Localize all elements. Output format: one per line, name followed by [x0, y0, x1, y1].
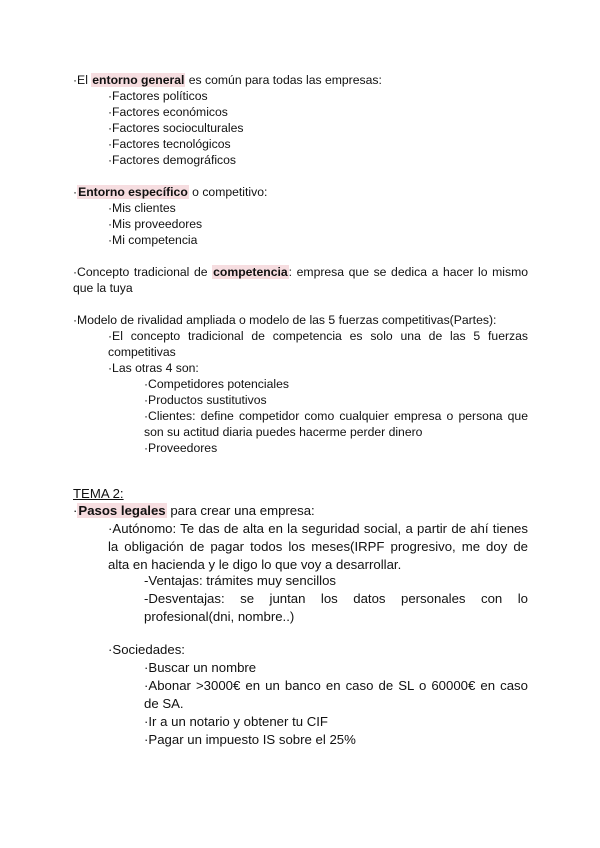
entorno-especifico-line: ·Entorno específico o competitivo: [73, 185, 268, 199]
highlight-competencia: competencia [213, 265, 288, 279]
sociedades-line: ·Sociedades: [108, 642, 185, 657]
list-item: ·Factores tecnológicos [108, 137, 231, 151]
competencia-paragraph: ·Concepto tradicional de competencia: empresa que se dedica a hacer lo mismo que la tuya [73, 265, 528, 295]
tema-heading: TEMA 2: [73, 486, 124, 501]
highlight-pasos-legales: Pasos legales [78, 503, 166, 518]
modelo-rivalidad-line: ·Modelo de rivalidad ampliada o modelo de las 5 fuerzas competitivas(Partes): [73, 313, 497, 327]
sub-list-item: ·Proveedores [144, 441, 218, 455]
ventajas-line: -Ventajas: trámites muy sencillos [144, 573, 337, 588]
pasos-legales-line: ·Pasos legales para crear una empresa: [73, 503, 315, 518]
sub-list-item: ·Pagar un impuesto IS sobre el 25% [144, 732, 356, 747]
sub-list-item: ·Productos sustitutivos [144, 393, 267, 407]
list-item: ·Mis proveedores [108, 217, 203, 231]
sub-list-item: ·Ir a un notario y obtener tu CIF [144, 714, 328, 729]
list-item: ·Mis clientes [108, 201, 176, 215]
list-item: ·Las otras 4 son: [108, 361, 199, 375]
list-item: ·Factores económicos [108, 105, 228, 119]
list-item: ·Factores políticos [108, 89, 208, 103]
highlight-entorno-especifico: Entorno específico [78, 185, 188, 199]
list-item: ·El concepto tradicional de competencia es solo una de las 5 fuerzas competitivas [108, 329, 528, 359]
list-item: ·Factores socioculturales [108, 121, 244, 135]
list-item: ·Factores demográficos [108, 153, 237, 167]
highlight-entorno-general: entorno general [92, 73, 185, 87]
entorno-general-line: ·El entorno general es común para todas las empresas: [73, 73, 382, 87]
sub-list-item: ·Abonar >3000€ en un banco en caso de SL o 60000€ en caso de SA. [144, 678, 528, 711]
autonomo-paragraph: ·Autónomo: Te das de alta en la seguridad social, a partir de ahí tienes la obligación de pagar todos los meses(IRPF progresivo, me doy de alta en hacienda y le digo lo que voy a desarrollar. [108, 521, 528, 572]
sub-list-item: ·Competidores potenciales [144, 377, 289, 391]
sub-list-item: ·Buscar un nombre [144, 660, 257, 675]
desventajas-line: -Desventajas: se juntan los datos personales con lo profesional(dni, nombre..) [144, 591, 528, 624]
list-item: ·Mi competencia [108, 233, 198, 247]
sub-list-item: ·Clientes: define competidor como cualquier empresa o persona que son su actitud diaria puedes hacerme perder dinero [144, 409, 528, 439]
